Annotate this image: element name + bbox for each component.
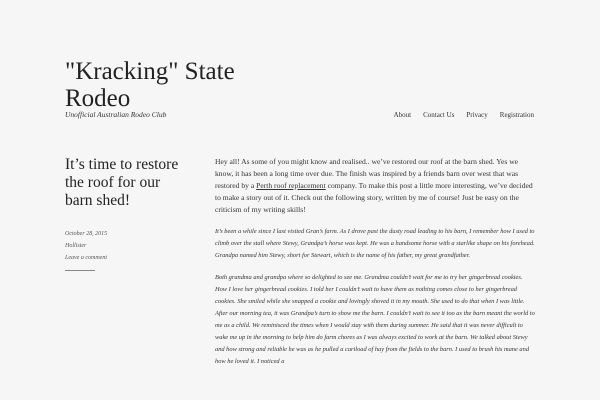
intro-text-after-link: company. To make this post a little more interesting, we’ve decided to make a story out of it. Check out the following story, written by me of course! Just be easy on the criticism of my writing skills! bbox=[215, 181, 533, 214]
post-content bbox=[215, 156, 535, 378]
leave-comment-link[interactable]: Leave a comment bbox=[65, 255, 107, 261]
nav-item-privacy[interactable]: Privacy bbox=[466, 111, 488, 119]
nav-item-about[interactable]: About bbox=[393, 111, 412, 119]
story-paragraph-1: It’s been a while since I last visited Gran’s farm. As I drove past the dusty road leading to his barn, I remember how I used to climb over the stall where Stewy, Grandpa’s horse was kept. He was a handsome horse with a starlike shape on his forehead. Grandpa named him Stewy, short for Stewart, which is the name of his father, my great grandfather. bbox=[215, 228, 535, 259]
post-date[interactable]: October 28, 2015 bbox=[65, 231, 108, 237]
meta-divider bbox=[65, 270, 95, 271]
post-title[interactable]: It’s time to restore the roof for our barn shed! bbox=[65, 156, 179, 209]
nav-item-contact-us[interactable]: Contact Us bbox=[423, 111, 455, 119]
post-meta bbox=[65, 228, 175, 271]
perth-roof-replacement-link[interactable]: Perth roof replacement bbox=[256, 181, 326, 190]
post-author[interactable]: Hollister bbox=[65, 243, 87, 249]
nav-item-registration[interactable]: Registration bbox=[499, 111, 534, 119]
main-navigation bbox=[394, 111, 534, 119]
intro-paragraph bbox=[215, 156, 535, 216]
intro-text-before-link: Hey all! As some of you might know and realised.. we’ve restored our roof at the barn shed. Yes we know, it has been a long time over due. The finish was inspired by a friends barn over west that was restored by a bbox=[215, 157, 519, 190]
site-description: Unofficial Australian Rodeo Club bbox=[65, 110, 167, 119]
site-title[interactable]: "Kracking" State Rodeo bbox=[65, 58, 235, 112]
story-paragraph-2: Both grandma and grandpa where so delighted to see me. Grandma couldn’t wait for me to try her gingerbread cookies. How I love her gingerbread cookies. I told her I couldn’t wait to have them as nothing comes close to her gingerbread cookies. She smiled while she snapped a cookie and lovingly shoved it in my mouth. She used to do that when I was little. After our morning tea, it was Grandpa’s turn to show me the barn. I couldn’t wait to see it too as the barn meant the world to me as a child. We reminisced the times when I would stay with them during summer. He said that it was never difficult to wake me up in the morning to help him do farm chores as I was always excited to work at the barn. We talked about Stewy and how strong and reliable he was as he pulled a cartload of hay from the fields to the barn. I used to brush his mane and how he loved it. I noticed a bbox=[215, 274, 535, 365]
